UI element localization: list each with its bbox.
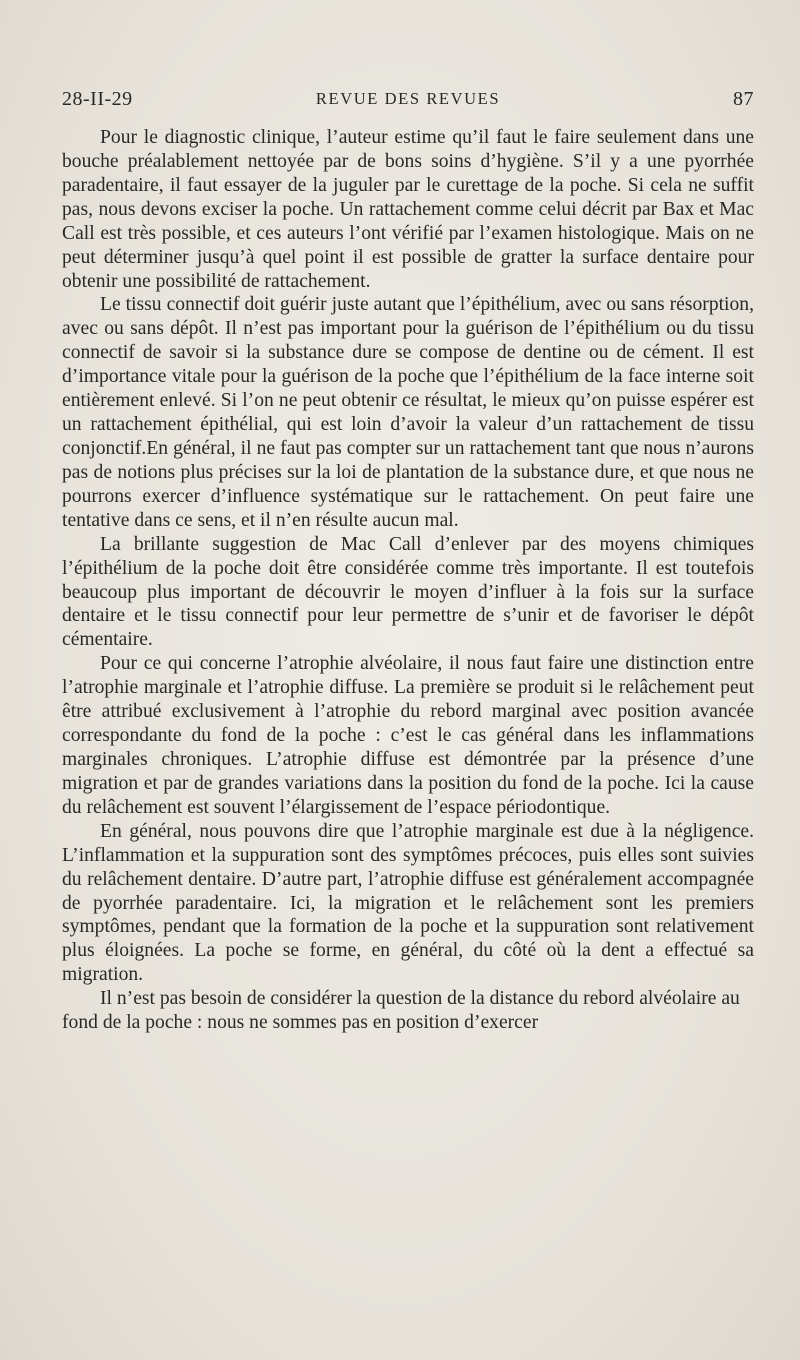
- paragraph-diagnostic: Pour le diagnostic clinique, l’auteur estime qu’il faut le faire seulement dans une bouche préalablement nettoyée par de bons soins d’hygiène. S’il y a une pyorrhée paradentaire, il faut essayer de la juguler par le curettage de la poche. Si cela ne suffit pas, nous devons exciser la poche. Un rattachement comme celui décrit par Bax et Mac Call est très possible, et ces auteurs l’ont vérifié par l’examen histologique. Mais on ne peut déterminer jusqu’à quel point il est possible de gratter la surface dentaire pour obtenir une possibilité de rattachement.: [62, 127, 754, 292]
- header-title: REVUE DES REVUES: [315, 89, 501, 108]
- page-number: 87: [733, 88, 754, 110]
- paragraph-distance-question: Il n’est pas besoin de considérer la question de la distance du rebord alvéolaire au fond de la poche : nous ne sommes pas en position d’exercer: [62, 988, 740, 1034]
- paragraph-alveolar-atrophy: Pour ce qui concerne l’atrophie alvéolaire, il nous faut faire une distinction entre l’atrophie marginale et l’atrophie diffuse. La première se produit si le relâchement peut être attribué exclusivement à l’atrophie du rebord marginal avec position avancée correspondante du fond de la poche : c’est le cas général dans les inflammations marginales chroniques. L’atrophie diffuse est démontrée par la présence d’une migration et par de grandes variations dans la position du fond de la poche. Ici la cause du relâchement est souvent l’élargissement de l’espace périodontique.: [62, 653, 754, 818]
- body-text: [62, 126, 754, 1035]
- paragraph-connective-tissue: Le tissu connectif doit guérir juste autant que l’épithélium, avec ou sans résorption, avec ou sans dépôt. Il n’est pas important pour la guérison de l’épithélium ou du tissu connectif de savoir si la substance dure se compose de dentine ou de cément. Il est d’importance vitale pour la guérison de la poche que l’épithélium de la face interne soit entièrement enlevé. Si l’on ne peut obtenir ce résultat, le mieux qu’on puisse espérer est un rattachement épithélial, qui est loin d’avoir la valeur d’un rattachement de tissu conjonctif.En général, il ne faut pas compter sur un rattachement tant que nous n’aurons pas de notions plus précises sur la loi de plantation de la substance dure, et que nous ne pourrons exercer d’influence systématique sur le rattachement. On peut faire une tentative dans ce sens, et il n’en résulte aucun mal.: [62, 294, 754, 531]
- running-head: [62, 88, 754, 114]
- paragraph-mac-call-suggestion: La brillante suggestion de Mac Call d’enlever par des moyens chimiques l’épithélium de la poche doit être considérée comme très importante. Il est toutefois beaucoup plus important de découvrir le moyen d’influer à la fois sur la surface dentaire et le tissu connectif pour leur permettre de s’unir et de favoriser le dépôt cémentaire.: [62, 533, 754, 651]
- paragraph-marginal-atrophy: En général, nous pouvons dire que l’atrophie marginale est due à la négligence. L’inflammation et la suppuration sont des symptômes précoces, puis elles sont suivies du relâchement dentaire. D’autre part, l’atrophie diffuse est généralement accompagnée de pyorrhée paradentaire. Ici, la migration et le relâchement sont les premiers symptômes, pendant que la formation de la poche et la suppuration sont relativement plus éloignées. La poche se forme, en général, du côté où la dent a effectué sa migration.: [62, 820, 754, 986]
- header-date: 28-II-29: [62, 88, 133, 110]
